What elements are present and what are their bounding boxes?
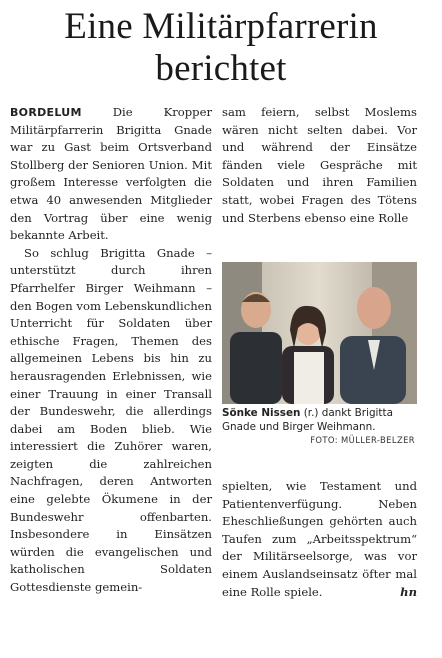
- caption-text: (r.) dankt Brigitta Gnade und Birger Weihmann.: [222, 407, 393, 433]
- author-signature: hn: [400, 584, 417, 599]
- column-2-bottom: [222, 478, 417, 601]
- caption-name: Sönke Nissen: [222, 407, 301, 419]
- paragraph-1-text: Die Kropper Militärpfarrerin Brigitta Gnade war zu Gast beim Ortsverband Stollberg der Senioren Union. Mit großem Interesse verfolgten die etwa 40 anwesenden Mitglieder den Vortrag über eine wenig bekannte Arbeit.: [10, 105, 213, 243]
- column-1: [10, 104, 212, 597]
- photo-illustration: [222, 262, 417, 404]
- paragraph-2-continued: sam feiern, selbst Moslems wären nicht selten dabei. Vor und während der Einsätze fänden viele Gespräche mit Soldaten und ihren Familien statt, wobei Fragen des Tötens und Sterbens ebenso eine Rolle: [222, 105, 417, 225]
- paragraph-2: So schlug Brigitta Gnade – unterstützt durch ihren Pfarrhelfer Birger Weihmann – den Bogen vom Lebenskundlichen Unterricht für Soldaten über ethische Fragen, Themen des allgemeinen Lebens bis hin zu herausragenden Erlebnissen, wie einer Trauung in einer Transall der Bundeswehr, die allerdings dabei am Boden blieb. Wie interessiert die Zuhörer waren, zeigten die zahlreichen Nachfragen, deren Antworten eine gelebte Ökumene in der Bundeswehr offenbarten. Insbesondere in Einsätzen würden die evangelischen und katholischen Soldaten Gottesdienste gemein-: [10, 245, 212, 595]
- paragraph-3: [222, 478, 417, 601]
- paragraph-1: [10, 104, 212, 245]
- photo-caption: [222, 407, 417, 434]
- article-photo: [222, 262, 417, 404]
- article-headline: [0, 6, 442, 90]
- paragraph-3-text: spielten, wie Testament und Patientenverfügung. Neben Eheschließungen gehörten auch Taufen zum „Arbeitsspektrum“ der Militärseelsorge, was vor einem Auslandseinsatz öfter mal eine Rolle spiele.: [222, 479, 417, 599]
- headline-line-2: berichtet: [155, 48, 287, 89]
- headline-line-1: Eine Militärpfarrerin: [64, 6, 378, 47]
- dateline: BORDELUM: [10, 106, 82, 119]
- photo-credit: FOTO: MÜLLER-BELZER: [310, 435, 415, 445]
- column-2-top: [222, 104, 417, 227]
